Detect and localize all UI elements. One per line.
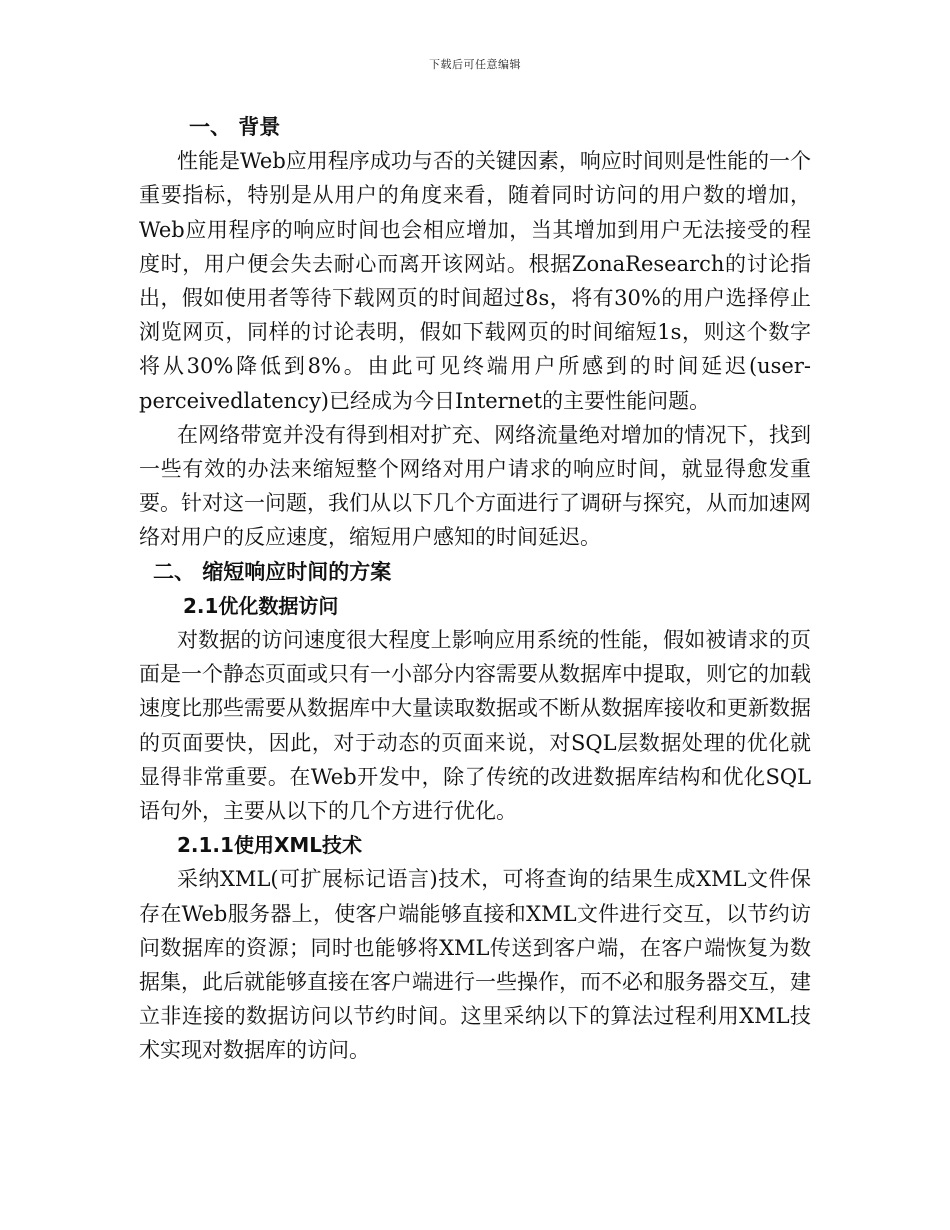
subsubsection-heading-xml: 2.1.1使用XML技术 (177, 833, 363, 858)
paragraph: 采纳XML(可扩展标记语言)技术，可将查询的结果生成XML文件保存在Web服务器上，使客户端能够直接和XML文件进行交互，以节约访问数据库的资源；同时也能够将XML传送到客户端，在客户端恢复为数据集，此后就能够直接在客户端进行一些操作，而不必和服务器交互，建立非连接的数据访问以节约时间。这里采纳以下的算法过程利用XML技术实现对数据库的访问。 (139, 867, 811, 1063)
section-heading-solution: 二、 缩短响应时间的方案 (153, 559, 392, 584)
paragraph: 对数据的访问速度很大程度上影响应用系统的性能，假如被请求的页面是一个静态页面或只有一小部分内容需要从数据库中提取，则它的加载速度比那些需要从数据库中大量读取数据或不断从数据库接收和更新数据的页面要快，因此，对于动态的页面来说，对SQL层数据处理的优化就显得非常重要。在Web开发中，除了传统的改进数据库结构和优化SQL语句外，主要从以下的几个方进行优化。 (139, 628, 811, 824)
page-header: 下载后可任意编辑 (429, 58, 521, 71)
paragraph: 在网络带宽并没有得到相对扩充、网络流量绝对增加的情况下，找到一些有效的办法来缩短整个网络对用户请求的响应时间，就显得愈发重要。针对这一问题，我们从以下几个方面进行了调研与探究，从而加速网络对用户的反应速度，缩短用户感知的时间延迟。 (139, 422, 811, 550)
section-heading-background: 一、 背景 (189, 115, 281, 139)
paragraph: 性能是Web应用程序成功与否的关键因素，响应时间则是性能的一个重要指标，特别是从用户的角度来看，随着同时访问的用户数的增加，Web应用程序的响应时间也会相应增加，当其增加到用户无法接受的程度时，用户便会失去耐心而离开该网站。根据ZonaResearch的讨论指出，假如使用者等待下载网页的时间超过8s，将有30%的用户选择停止浏览网页，同样的讨论表明，假如下载网页的时间缩短1s，则这个数字将从30%降低到8%。由此可见终端用户所感到的时间延迟(user-perceivedlatency)已经成为今日Internet的主要性能问题。 (139, 149, 811, 413)
document-body (139, 110, 811, 1068)
subsection-heading-data-access: 2.1优化数据访问 (183, 593, 339, 618)
